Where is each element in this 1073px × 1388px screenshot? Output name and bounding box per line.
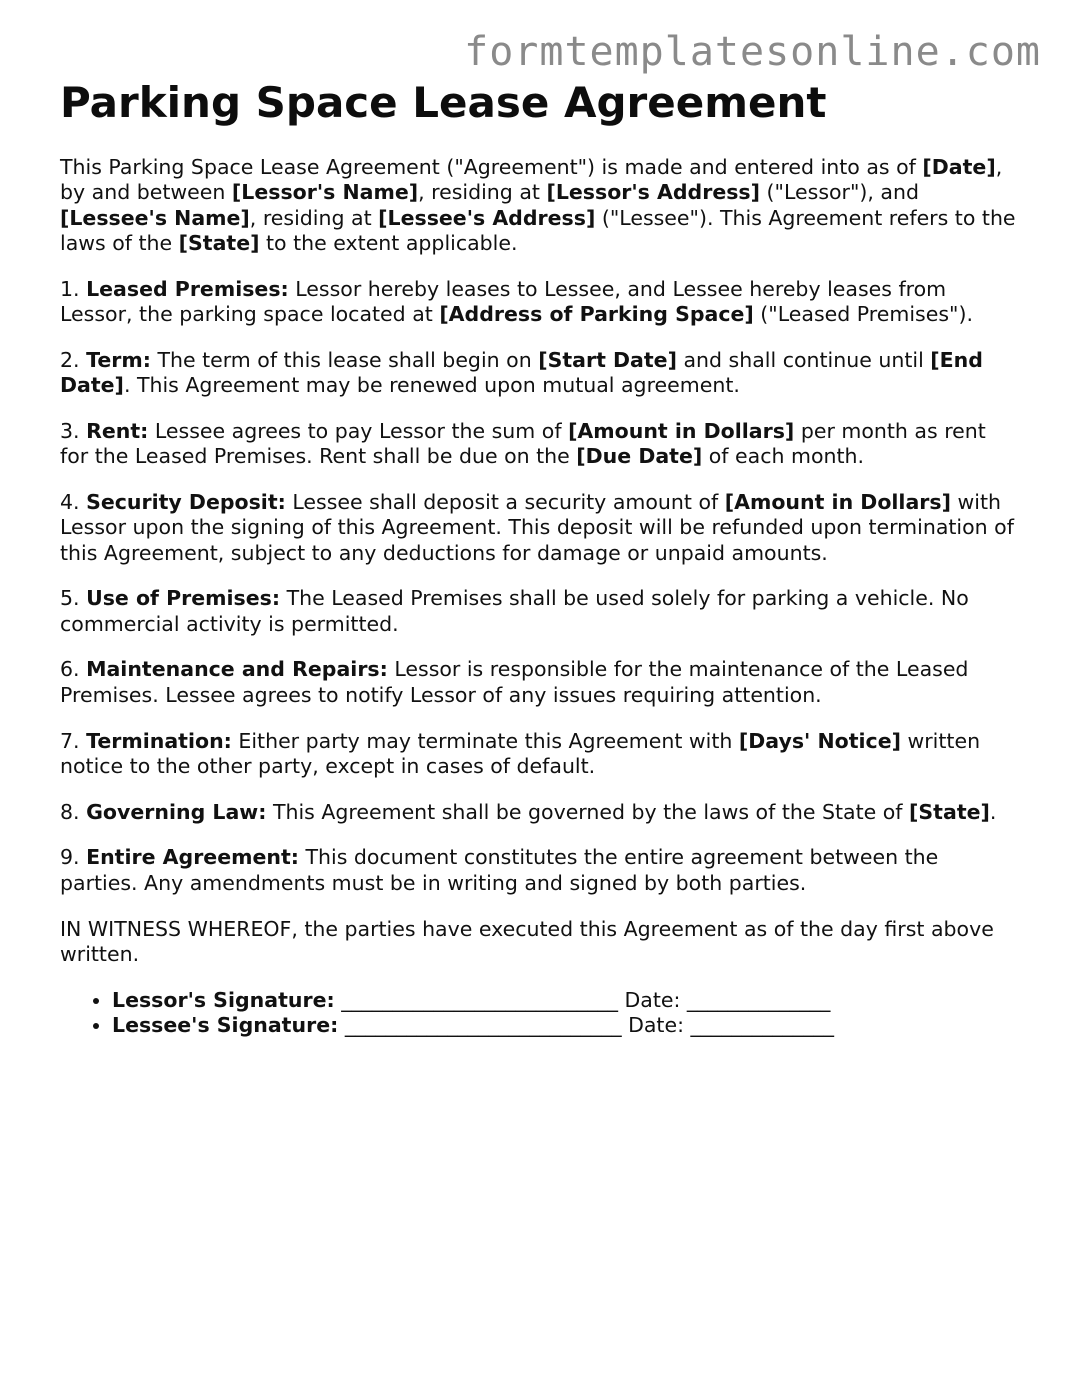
section-termination: 7. Termination: Either party may terminate this Agreement with [Days' Notice] written notice to the other party, except in cases of default. xyxy=(60,728,981,778)
section-heading: Entire Agreement: xyxy=(86,845,299,870)
state-field: [State] xyxy=(178,230,260,255)
section-rent: 3. Rent: Lessee agrees to pay Lessor the sum of [Amount in Dollars] per month as rent for the Leased Premises. Rent shall be due on the [Due Date] of each month. xyxy=(60,418,986,469)
notice-days-field: [Days' Notice] xyxy=(738,728,901,753)
signature-label: Lessee's Signature: xyxy=(112,1012,339,1037)
section-heading: Security Deposit: xyxy=(86,489,286,514)
witness-paragraph: IN WITNESS WHEREOF, the parties have executed this Agreement as of the day first above written. xyxy=(60,916,994,966)
section-heading: Leased Premises: xyxy=(86,276,289,301)
section-maintenance: 6. Maintenance and Repairs: Lessor is responsible for the maintenance of the Leased Premises. Lessee agrees to notify Lessor of any issues requiring attention. xyxy=(60,657,969,707)
section-heading: Governing Law: xyxy=(86,799,267,824)
section-heading: Termination: xyxy=(86,728,232,753)
section-heading: Term: xyxy=(86,347,151,372)
signature-label: Lessor's Signature: xyxy=(112,987,335,1012)
section-heading: Use of Premises: xyxy=(86,586,281,611)
date-field: [Date] xyxy=(922,155,996,179)
page-title: Parking Space Lease Agreement xyxy=(60,78,827,127)
section-heading: Maintenance and Repairs: xyxy=(86,657,388,682)
end-date-field: [End Date] xyxy=(60,347,983,398)
lessee-name-field: [Lessee's Name] xyxy=(60,205,250,230)
parking-address-field: [Address of Parking Space] xyxy=(439,301,754,326)
section-governing-law: 8. Governing Law: This Agreement shall be governed by the laws of the State of [State]. xyxy=(60,799,997,824)
lessor-address-field: [Lessor's Address] xyxy=(546,180,761,205)
lessor-name-field: [Lessor's Name] xyxy=(231,180,419,205)
lessee-address-field: [Lessee's Address] xyxy=(378,205,596,230)
agreement-body xyxy=(60,155,1020,1038)
section-entire-agreement: 9. Entire Agreement: This document constitutes the entire agreement between the parties. Any amendments must be in writing and signed by both parties. xyxy=(60,845,939,895)
governing-state-field: [State] xyxy=(909,799,990,824)
rent-amount-field: [Amount in Dollars] xyxy=(568,418,795,443)
signature-blanks: ___________________________ Date: ______________ xyxy=(338,1012,835,1037)
deposit-amount-field: [Amount in Dollars] xyxy=(724,489,951,514)
start-date-field: [Start Date] xyxy=(538,347,677,372)
due-date-field: [Due Date] xyxy=(576,444,703,469)
section-use-of-premises: 5. Use of Premises: The Leased Premises shall be used solely for parking a vehicle. No commercial activity is permitted. xyxy=(60,586,969,636)
watermark: formtemplatesonline.com xyxy=(464,29,1041,75)
intro-paragraph: This Parking Space Lease Agreement ("Agreement") is made and entered into as of [Date], by and between [Lessor's Name], residing at [Lessor's Address] ("Lessor"), and [Lessee's Name], residing at [Lessee's Address] ("Lessee"). This Agreement refers to the laws of the [State] to the extent applicable. xyxy=(60,155,1016,255)
signature-list xyxy=(60,988,1020,1039)
lessee-signature-line xyxy=(112,1013,1020,1038)
section-term: 2. Term: The term of this lease shall begin on [Start Date] and shall continue until [End Date]. This Agreement may be renewed upon mutual agreement. xyxy=(60,347,983,398)
lessor-signature-line xyxy=(112,988,1020,1013)
section-security-deposit: 4. Security Deposit: Lessee shall deposit a security amount of [Amount in Dollars] with Lessor upon the signing of this Agreement. This deposit will be refunded upon termination of this Agreement, subject to any deductions for damage or unpaid amounts. xyxy=(60,489,1014,565)
section-heading: Rent: xyxy=(86,418,149,443)
signature-blanks: ___________________________ Date: ______________ xyxy=(334,987,831,1012)
section-leased-premises: 1. Leased Premises: Lessor hereby leases to Lessee, and Lessee hereby leases from Lessor, the parking space located at [Address of Parking Space] ("Leased Premises"). xyxy=(60,276,973,326)
